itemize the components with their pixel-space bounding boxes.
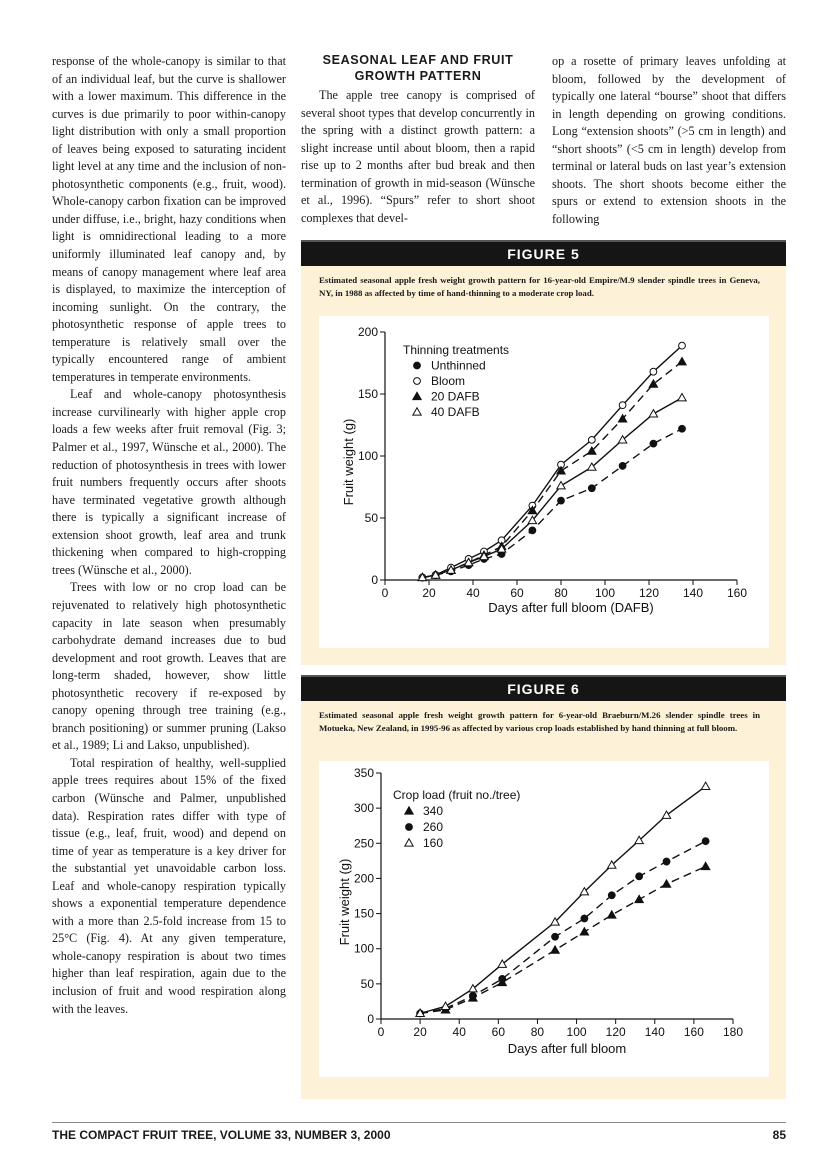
data-point bbox=[701, 782, 709, 789]
data-point bbox=[557, 482, 565, 489]
data-point bbox=[580, 928, 588, 935]
y-tick-label: 250 bbox=[353, 836, 374, 851]
data-point bbox=[636, 873, 643, 880]
data-point bbox=[441, 1002, 449, 1009]
data-point bbox=[588, 485, 595, 492]
x-tick-label: 0 bbox=[377, 1025, 385, 1039]
data-point bbox=[499, 976, 506, 983]
data-point bbox=[470, 992, 477, 999]
x-tick-label: 160 bbox=[726, 586, 748, 600]
y-tick-label: 300 bbox=[353, 801, 374, 816]
legend-label: 260 bbox=[423, 820, 444, 834]
series-line bbox=[420, 866, 706, 1013]
y-tick-label: 200 bbox=[353, 871, 374, 886]
data-point bbox=[650, 440, 657, 447]
data-point bbox=[679, 342, 686, 349]
y-tick-label: 0 bbox=[367, 1012, 374, 1026]
y-axis-label: Fruit weight (g) bbox=[337, 858, 352, 946]
x-tick-label: 140 bbox=[682, 586, 704, 600]
x-tick-label: 100 bbox=[594, 586, 616, 600]
legend-marker bbox=[414, 362, 421, 369]
x-axis-label: Days after full bloom (DAFB) bbox=[488, 600, 654, 615]
figure-6-plot bbox=[319, 761, 769, 1077]
x-tick-label: 140 bbox=[644, 1025, 665, 1039]
x-tick-label: 40 bbox=[466, 586, 480, 600]
text-column-1 bbox=[52, 53, 286, 1018]
x-tick-label: 80 bbox=[530, 1025, 545, 1039]
legend-marker bbox=[405, 807, 413, 814]
paragraph: The apple tree canopy is comprised of several shoot types that develop concurrently in the spring with a distinct growth pattern: a slight increase until about bloom, then a rapid rise up to 2 months after bud break and then termination of growth in mid-season (Wünsche et al., 1996). “Spurs” refer to short shoot complexes that devel- bbox=[301, 88, 535, 225]
x-tick-label: 40 bbox=[452, 1025, 466, 1039]
legend-marker bbox=[405, 839, 413, 846]
data-point bbox=[619, 402, 626, 409]
figure-5-chart bbox=[319, 316, 769, 648]
paragraph: op a rosette of primary leaves unfolding at bloom, followed by the development of typically one lateral “bourse” shoot that differs in length depending on growing conditions. Long “extension shoots” (>5 cm in length) and “short shoots” (<5 cm in length) develop from terminal or lateral buds on last year’s extension shoots. The short shoots become either the spurs or extend to extension shoots in the following bbox=[552, 54, 786, 226]
data-point bbox=[663, 858, 670, 865]
legend-label: 340 bbox=[423, 804, 444, 818]
legend-label: Unthinned bbox=[431, 358, 486, 373]
data-point bbox=[678, 358, 686, 365]
figure-5-plot bbox=[319, 316, 769, 648]
paragraph: Total respiration of healthy, well-supplied apple trees requires about 15% of the fixed carbon (Wünsche and Palmer, unpublished data). Respiration rates differ with type of tissue (e.g., leaf, fruit, wood) and depend on time of year as temperature is a key driver for the substantial yet unavoidable carbon loss. Leaf and whole-canopy respiration typically shows a exponential temperature dependence with a more than 2.5-fold increase from 15 to 25°C (Fig. 4). At any given temperature, whole-canopy respiration is about two times higher than leaf respiration, again due to the inclusion of fruit and wood respiration along with the leaves. bbox=[52, 755, 286, 1016]
y-axis-label: Fruit weight (g) bbox=[341, 418, 356, 506]
figure-6-chart bbox=[319, 761, 769, 1077]
data-point bbox=[635, 895, 643, 902]
data-point bbox=[649, 410, 657, 417]
page-number: 85 bbox=[772, 1128, 786, 1142]
x-tick-label: 20 bbox=[422, 586, 436, 600]
legend-label: 160 bbox=[423, 836, 444, 850]
section-heading: SEASONAL LEAF AND FRUIT GROWTH PATTERN bbox=[322, 53, 514, 83]
data-point bbox=[662, 811, 670, 818]
paragraph: Trees with low or no crop load can be rejuvenated to relatively high photosynthetic capacity in late season when presumably carbohydrate demand increases due to bud development and root growth. Leaves that are long-term shaded, however, show little photosynthetic recovery if re-exposed by canopy opening through tree training (e.g., branch positioning) or summer pruning (Lakso et al., 1989; Li and Lakso, unpublished). bbox=[52, 580, 286, 753]
legend-marker bbox=[413, 392, 421, 399]
data-point bbox=[608, 911, 616, 918]
series-line bbox=[420, 786, 706, 1013]
y-tick-label: 100 bbox=[357, 449, 378, 463]
legend-marker bbox=[406, 824, 413, 831]
legend-label: Bloom bbox=[431, 374, 466, 388]
series-line bbox=[420, 841, 706, 1013]
figure-6 bbox=[301, 675, 786, 1099]
data-point bbox=[558, 497, 565, 504]
data-point bbox=[679, 425, 686, 432]
data-point bbox=[552, 933, 559, 940]
x-tick-label: 120 bbox=[638, 586, 660, 600]
y-tick-label: 50 bbox=[360, 976, 374, 991]
legend-title: Thinning treatments bbox=[403, 343, 510, 357]
text-column-2 bbox=[301, 53, 535, 227]
x-tick-label: 100 bbox=[566, 1025, 587, 1039]
data-point bbox=[581, 915, 588, 922]
data-point bbox=[551, 946, 559, 953]
y-tick-label: 350 bbox=[353, 766, 374, 780]
footer-journal-title: THE COMPACT FRUIT TREE, VOLUME 33, NUMBER 3, 2000 bbox=[52, 1128, 391, 1142]
x-tick-label: 160 bbox=[683, 1025, 704, 1039]
x-tick-label: 120 bbox=[605, 1025, 626, 1039]
series-line bbox=[422, 429, 682, 578]
figure-6-title: FIGURE 6 bbox=[301, 675, 786, 701]
paragraph: response of the whole-canopy is similar to that of an individual leaf, but the curve is shallower with a lower maximum. This difference in the curves is due primarily to poor within-canopy light distribution with only a small proportion of leaves being exposed to saturating incident light level at any time and the inclusion of non-photosynthetic components (e.g., fruit, wood). Whole-canopy carbon fixation can be improved under diffuse, i.e., bright, hazy conditions when light is omnidirectional leading to a more uniformly illuminated leaf canopy and, by means of canopy management where leaf area is displayed, to maximize the interception of incoming sunlight. On the contrary, the photosynthetic response of apple trees to temperature is relatively small over the typically encountered range of ambient temperatures in temperate environments. bbox=[52, 54, 286, 384]
data-point bbox=[529, 527, 536, 534]
legend-label: 40 DAFB bbox=[431, 405, 480, 419]
data-point bbox=[662, 880, 670, 887]
x-tick-label: 60 bbox=[510, 586, 524, 600]
x-tick-label: 20 bbox=[413, 1025, 427, 1039]
data-point bbox=[702, 838, 709, 845]
x-tick-label: 0 bbox=[381, 586, 389, 600]
x-tick-label: 80 bbox=[554, 586, 568, 600]
data-point bbox=[650, 368, 657, 375]
y-tick-label: 0 bbox=[371, 573, 378, 587]
x-tick-label: 60 bbox=[491, 1025, 506, 1039]
x-axis-label: Days after full bloom bbox=[507, 1041, 627, 1056]
figure-5-caption: Estimated seasonal apple fresh weight growth pattern for 16-year-old Empire/M.9 slender spindle trees in Geneva, NY, in 1988 as affected by time of hand-thinning to a moderate crop load. bbox=[319, 275, 760, 298]
y-tick-label: 100 bbox=[353, 941, 374, 956]
data-point bbox=[678, 394, 686, 401]
data-point bbox=[588, 436, 595, 443]
data-point bbox=[701, 862, 709, 869]
figure-6-caption: Estimated seasonal apple fresh weight growth pattern for 6-year-old Braeburn/M.26 slender spindle trees in Motueka, New Zealand, in 1995-96 as affected by various crop loads established by hand thinning at full bloom. bbox=[319, 710, 760, 733]
y-tick-label: 50 bbox=[364, 511, 378, 525]
footer-rule bbox=[52, 1122, 786, 1123]
x-tick-label: 180 bbox=[722, 1025, 744, 1039]
figure-5-title: FIGURE 5 bbox=[301, 240, 786, 266]
legend-marker bbox=[414, 378, 421, 385]
legend-title: Crop load (fruit no./tree) bbox=[393, 788, 521, 802]
text-column-3 bbox=[552, 53, 786, 228]
data-point bbox=[619, 463, 626, 470]
series-line bbox=[422, 398, 682, 578]
paragraph: Leaf and whole-canopy photosynthesis increase curvilinearly with higher apple crop loads a few weeks after fruit removal (Fig. 3; Palmer et al., 1997, Wünsche et al., 2000). The reduction of photosynthesis in trees with lower fruit numbers frequently occurs after shoots have terminated vegetative growth although there is typically a significant increase of extension shoot growth, leaf area and trunk thickening when compared to high-cropping trees (Wünsche et al., 2000). bbox=[52, 387, 286, 577]
y-tick-label: 150 bbox=[357, 387, 378, 401]
y-tick-label: 150 bbox=[353, 906, 374, 921]
y-tick-label: 200 bbox=[357, 325, 378, 339]
legend-label: 20 DAFB bbox=[431, 389, 480, 404]
legend-marker bbox=[413, 408, 421, 415]
figure-5 bbox=[301, 240, 786, 665]
data-point bbox=[608, 892, 615, 899]
